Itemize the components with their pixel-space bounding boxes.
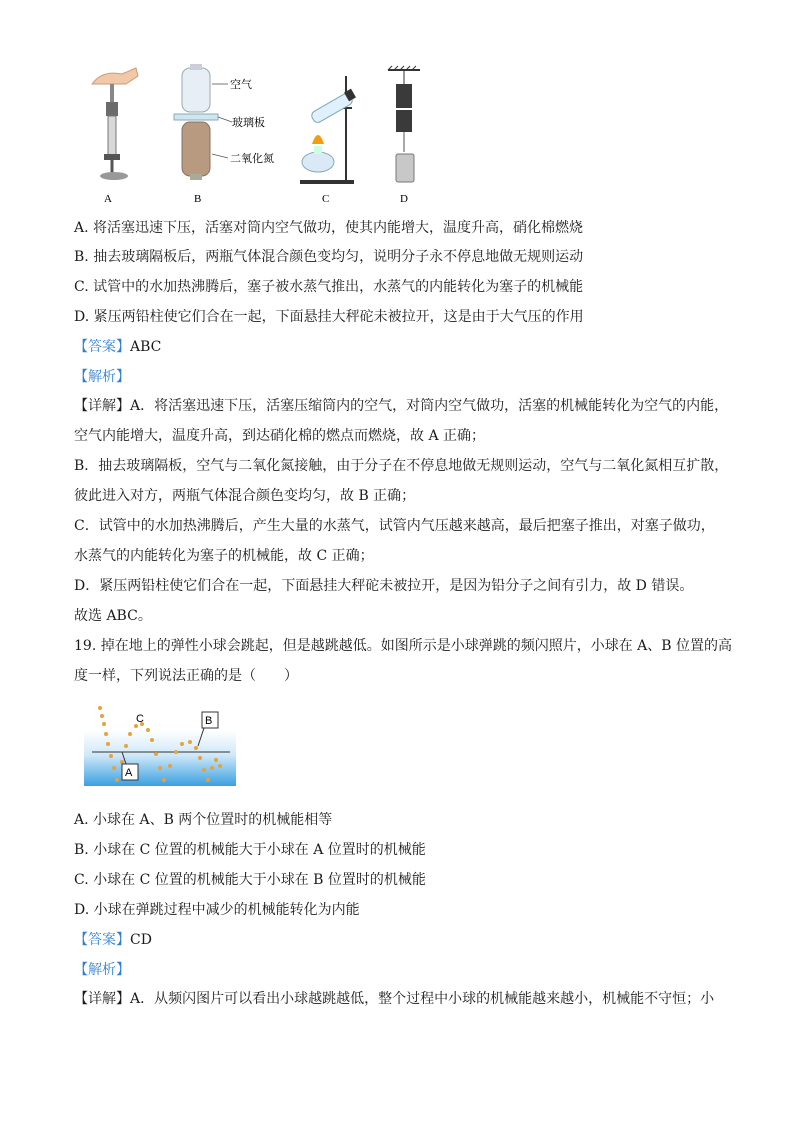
figure-b-gas-bottles [174, 64, 274, 205]
callout-air: 空气 [230, 78, 252, 91]
q18-answer: ABC [130, 339, 162, 355]
bounce-label-c: C [136, 713, 144, 725]
q19-answer: CD [130, 932, 152, 948]
q19-analysis-tag: 【解析】 [74, 962, 130, 978]
q18-detail-line-3: B．抽去玻璃隔板，空气与二氧化氮接触，由于分子在不停息地做无规则运动，空气与二氧化氮相互扩散， [74, 458, 729, 474]
experiment-illustration [82, 62, 442, 212]
figure-label-b: B [194, 193, 202, 205]
q19-answer-row [74, 930, 152, 950]
q18-option-b: B. 抽去玻璃隔板后，两瓶气体混合颜色变均匀，说明分子永不停息地做无规则运动 [74, 249, 584, 265]
q18-detail-line-8: 故选 ABC。 [74, 608, 152, 624]
experiment-figures [82, 62, 442, 212]
figure-label-d: D [400, 193, 408, 205]
q18-option-a: A. 将活塞迅速下压，活塞对筒内空气做功，使其内能增大，温度升高，硝化棉燃烧 [74, 220, 584, 236]
q19-detail-row [74, 989, 714, 1009]
figure-a-fire-syringe [92, 68, 138, 205]
q19-detail-line: A．从频闪图片可以看出小球越跳越低，整个过程中小球的机械能越来越小，机械能不守恒；小 [130, 991, 715, 1007]
figure-label-c: C [322, 193, 330, 205]
q19-option-d: D. 小球在弹跳过程中减少的机械能转化为内能 [74, 902, 360, 918]
q18-option-c: C. 试管中的水加热沸腾后，塞子被水蒸气推出，水蒸气的内能转化为塞子的机械能 [74, 279, 584, 295]
q18-answer-tag: 【答案】 [74, 339, 130, 355]
callout-no2: 二氧化氮 [230, 152, 274, 165]
q18-detail-line-2: 空气内能增大，温度升高，到达硝化棉的燃点而燃烧，故 A 正确； [74, 428, 486, 444]
q18-detail-line-1: A．将活塞迅速下压，活塞压缩筒内的空气，对筒内空气做功，活塞的机械能转化为空气的内能， [130, 398, 729, 414]
bounce-label-a: A [125, 767, 133, 779]
q19-option-c: C. 小球在 C 位置的机械能大于小球在 B 位置时的机械能 [74, 872, 426, 888]
q19-option-a: A. 小球在 A、B 两个位置时的机械能相等 [74, 812, 333, 828]
q19-stem-line-1: 19. 掉在地上的弹性小球会跳起，但是越跳越低。如图所示是小球弹跳的频闪照片，小球在 A、B 位置的高 [74, 638, 733, 654]
q18-analysis-row [74, 367, 130, 387]
q19-bounce-figure [84, 702, 236, 788]
q19-option-b: B. 小球在 C 位置的机械能大于小球在 A 位置时的机械能 [74, 842, 426, 858]
q18-detail-row-1 [74, 396, 728, 416]
q18-detail-line-5: C．试管中的水加热沸腾后，产生大量的水蒸气，试管内气压越来越高，最后把塞子推出，对塞子做功， [74, 518, 715, 534]
q18-analysis-tag: 【解析】 [74, 369, 130, 385]
q19-answer-tag: 【答案】 [74, 932, 130, 948]
q19-stem-line-2: 度一样，下列说法正确的是（ ） [74, 668, 298, 684]
q19-analysis-row [74, 960, 130, 980]
bounce-photo [84, 702, 236, 788]
bounce-label-b: B [205, 715, 213, 727]
q18-detail-line-6: 水蒸气的内能转化为塞子的机械能，故 C 正确； [74, 548, 374, 564]
q18-detail-line-7: D．紧压两铅柱使它们合在一起，下面悬挂大秤砣未被拉开，是因为铅分子之间有引力，故 D 错误。 [74, 578, 694, 594]
q18-detail-tag: 【详解】 [74, 398, 130, 414]
figure-d-lead-cylinders [388, 66, 420, 205]
figure-label-a: A [104, 193, 112, 205]
q18-option-d: D. 紧压两铅柱使它们合在一起，下面悬挂大秤砣未被拉开，这是由于大气压的作用 [74, 309, 584, 325]
q18-answer-row [74, 337, 161, 357]
figure-c-test-tube [300, 76, 356, 205]
q18-detail-line-4: 彼此进入对方，两瓶气体混合颜色变均匀，故 B 正确； [74, 488, 416, 504]
callout-glass-plate: 玻璃板 [232, 116, 265, 129]
q19-detail-tag: 【详解】 [74, 991, 130, 1007]
